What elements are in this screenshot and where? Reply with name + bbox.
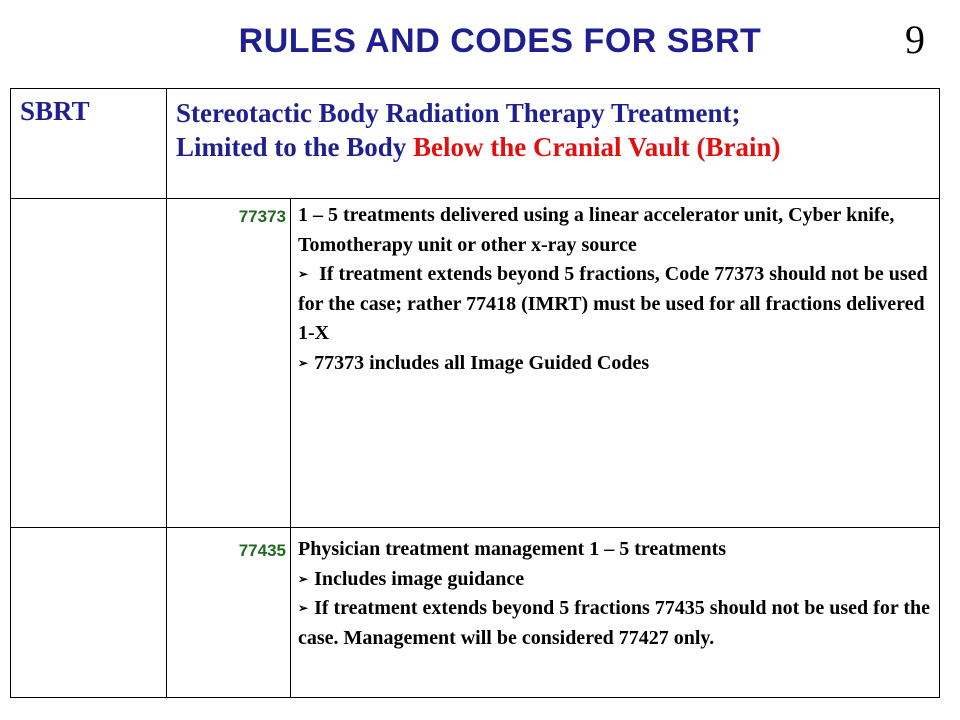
table-divider-horizontal-1 xyxy=(10,198,940,199)
code-77435: 77435 xyxy=(238,541,286,560)
row-1-bullet-1-text: If treatment extends beyond 5 fractions, Code 77373 should not be used for the case; rather 77418 (IMRT) must be used for all fractions delivered 1-X xyxy=(298,263,928,344)
row-2-bullet-1-text: Includes image guidance xyxy=(314,567,525,590)
row-2-bullet-2-text: If treatment extends beyond 5 fractions 77435 should not be used for the case. Management will be considered 77427 only. xyxy=(298,597,930,649)
arrow-bullet-icon: ➢ xyxy=(298,267,309,281)
row-2-intro: Physician treatment management 1 – 5 treatments xyxy=(298,538,727,560)
row-1-bullet-2 xyxy=(298,349,934,379)
table-divider-vertical-1 xyxy=(166,88,167,698)
row-1-bullet-1 xyxy=(298,260,934,349)
row-1-bullet-2-text: 77373 includes all Image Guided Codes xyxy=(314,351,650,374)
row-1-intro: 1 – 5 treatments delivered using a linear accelerator unit, Cyber knife, Tomotherapy unit or other x-ray source xyxy=(298,204,895,256)
row-2-bullet-1 xyxy=(298,565,934,595)
code-77373: 77373 xyxy=(238,207,286,226)
header-description xyxy=(176,96,936,164)
arrow-bullet-icon: ➢ xyxy=(298,601,309,615)
header-line-2-prefix: Limited to the Body xyxy=(176,132,414,162)
header-line-1: Stereotactic Body Radiation Therapy Treatment; xyxy=(176,98,741,128)
header-highlight: Below the Cranial Vault (Brain) xyxy=(413,132,781,162)
row-1-description xyxy=(298,201,934,378)
table-divider-horizontal-2 xyxy=(10,527,940,528)
arrow-bullet-icon: ➢ xyxy=(298,355,309,370)
row-2-description xyxy=(298,535,934,653)
page-title: RULES AND CODES FOR SBRT xyxy=(238,22,762,60)
header-line-2 xyxy=(176,130,936,164)
header-label: SBRT xyxy=(20,96,90,126)
table-divider-vertical-2 xyxy=(290,198,291,698)
row-2-bullet-2 xyxy=(298,594,934,653)
arrow-bullet-icon: ➢ xyxy=(298,571,309,586)
slide-number: 9 xyxy=(905,17,925,62)
